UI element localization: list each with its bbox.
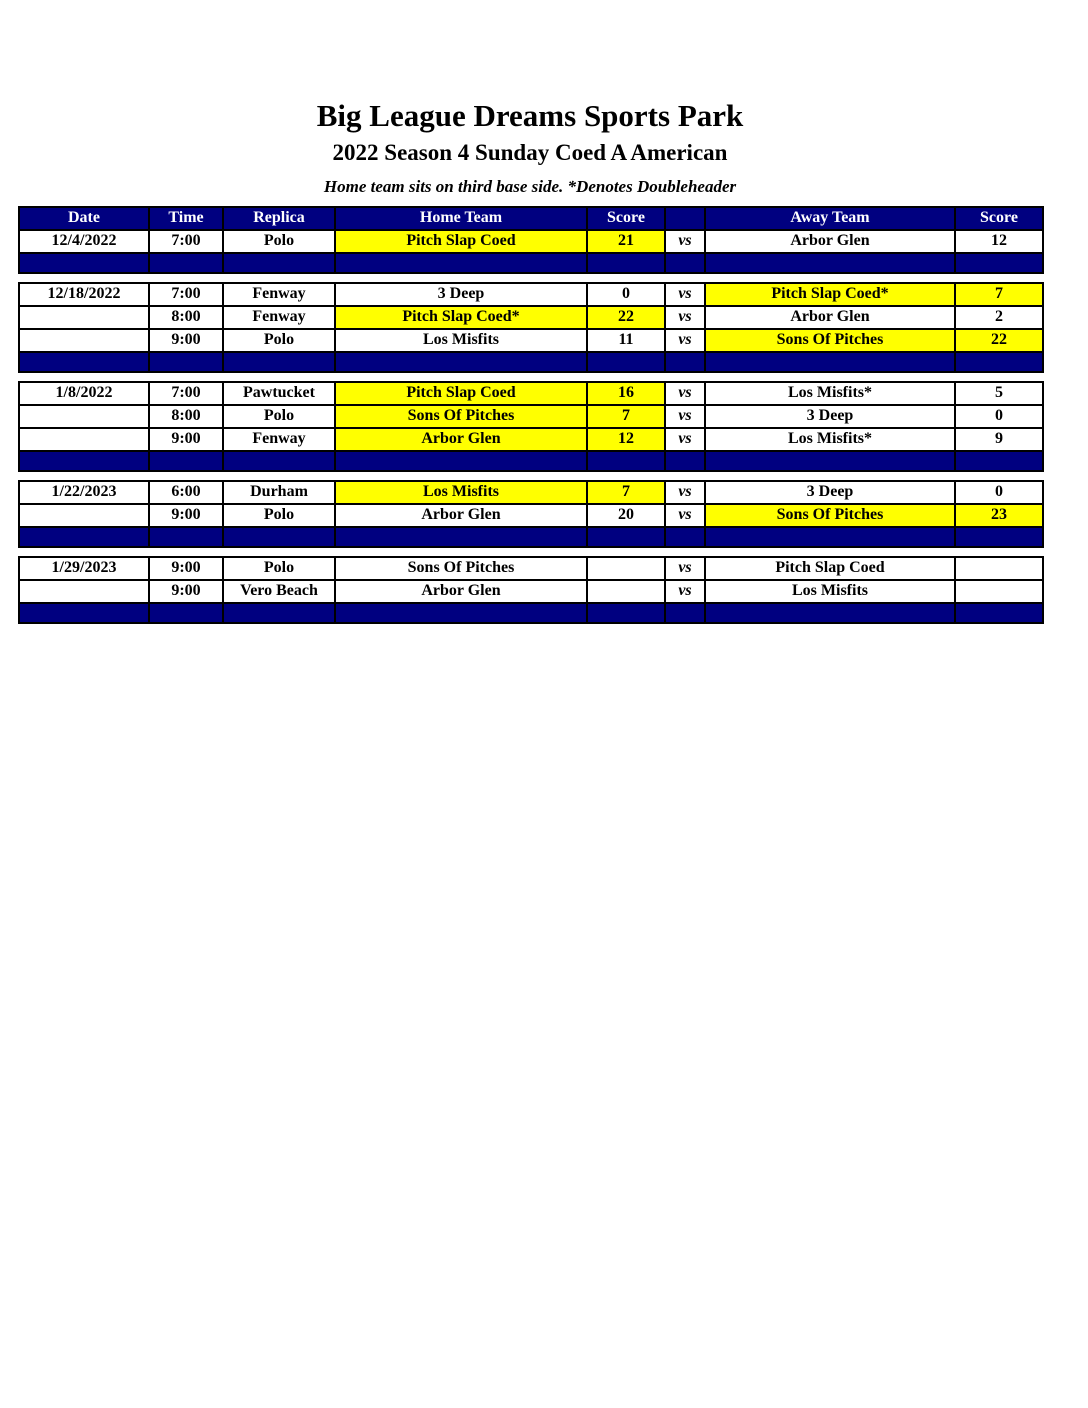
separator-cell <box>149 253 223 273</box>
game-replica: Polo <box>223 405 335 428</box>
separator-cell <box>665 451 705 471</box>
away-score <box>955 557 1043 580</box>
away-team: 3 Deep <box>705 405 955 428</box>
game-time: 9:00 <box>149 580 223 603</box>
separator-cell <box>705 451 955 471</box>
away-team: Los Misfits* <box>705 382 955 405</box>
separator-cell <box>665 603 705 623</box>
game-time: 8:00 <box>149 306 223 329</box>
away-score: 9 <box>955 428 1043 451</box>
game-date <box>19 329 149 352</box>
separator-cell <box>705 527 955 547</box>
section-separator <box>19 603 1043 623</box>
separator-cell <box>19 603 149 623</box>
game-row <box>19 481 1043 504</box>
separator-cell <box>223 451 335 471</box>
game-time: 8:00 <box>149 405 223 428</box>
vs-label: vs <box>665 283 705 306</box>
separator-cell <box>587 253 665 273</box>
section-gap <box>19 273 1043 283</box>
vs-label: vs <box>665 557 705 580</box>
separator-cell <box>223 253 335 273</box>
separator-cell <box>335 603 587 623</box>
separator-cell <box>335 253 587 273</box>
header-vs <box>665 207 705 230</box>
separator-cell <box>19 527 149 547</box>
separator-cell <box>149 603 223 623</box>
header-home-team: Home Team <box>335 207 587 230</box>
home-score <box>587 557 665 580</box>
away-score: 5 <box>955 382 1043 405</box>
home-score: 0 <box>587 283 665 306</box>
vs-label: vs <box>665 329 705 352</box>
schedule-note: Home team sits on third base side. *Denotes Doubleheader <box>323 176 737 196</box>
game-row <box>19 306 1043 329</box>
game-time: 7:00 <box>149 283 223 306</box>
away-team: Pitch Slap Coed* <box>705 283 955 306</box>
game-time: 9:00 <box>149 504 223 527</box>
game-replica: Pawtucket <box>223 382 335 405</box>
section-gap-cell <box>19 372 1043 382</box>
separator-cell <box>587 527 665 547</box>
home-team: Sons Of Pitches <box>335 405 587 428</box>
header-away-team: Away Team <box>705 207 955 230</box>
section-gap <box>19 471 1043 481</box>
game-row <box>19 428 1043 451</box>
game-time: 7:00 <box>149 230 223 253</box>
game-date: 12/4/2022 <box>19 230 149 253</box>
vs-label: vs <box>665 481 705 504</box>
separator-cell <box>223 527 335 547</box>
section-separator <box>19 451 1043 471</box>
away-team: Pitch Slap Coed <box>705 557 955 580</box>
away-team: Sons Of Pitches <box>705 504 955 527</box>
separator-cell <box>955 253 1043 273</box>
home-score <box>587 580 665 603</box>
separator-cell <box>955 603 1043 623</box>
header-home-score: Score <box>587 207 665 230</box>
game-date: 1/22/2023 <box>19 481 149 504</box>
away-score: 12 <box>955 230 1043 253</box>
game-time: 7:00 <box>149 382 223 405</box>
game-replica: Polo <box>223 504 335 527</box>
game-time: 9:00 <box>149 557 223 580</box>
home-team: Arbor Glen <box>335 580 587 603</box>
home-team: 3 Deep <box>335 283 587 306</box>
away-score: 0 <box>955 405 1043 428</box>
game-time: 9:00 <box>149 428 223 451</box>
game-row <box>19 405 1043 428</box>
separator-cell <box>335 527 587 547</box>
separator-cell <box>19 253 149 273</box>
away-score: 2 <box>955 306 1043 329</box>
game-row <box>19 230 1043 253</box>
vs-label: vs <box>665 580 705 603</box>
separator-cell <box>705 603 955 623</box>
section-separator <box>19 527 1043 547</box>
game-replica: Fenway <box>223 306 335 329</box>
game-time: 9:00 <box>149 329 223 352</box>
home-team: Los Misfits <box>335 329 587 352</box>
vs-label: vs <box>665 405 705 428</box>
separator-cell <box>149 451 223 471</box>
away-score: 0 <box>955 481 1043 504</box>
home-score: 22 <box>587 306 665 329</box>
section-separator <box>19 253 1043 273</box>
game-date <box>19 580 149 603</box>
home-team: Los Misfits <box>335 481 587 504</box>
away-score: 23 <box>955 504 1043 527</box>
game-date <box>19 405 149 428</box>
separator-cell <box>19 451 149 471</box>
away-team: Los Misfits <box>705 580 955 603</box>
home-score: 12 <box>587 428 665 451</box>
home-score: 21 <box>587 230 665 253</box>
away-score <box>955 580 1043 603</box>
header-time: Time <box>149 207 223 230</box>
home-team: Pitch Slap Coed* <box>335 306 587 329</box>
game-replica: Durham <box>223 481 335 504</box>
header-row <box>19 207 1043 230</box>
game-replica: Fenway <box>223 428 335 451</box>
home-team: Pitch Slap Coed <box>335 382 587 405</box>
section-separator <box>19 352 1043 372</box>
game-date: 1/8/2022 <box>19 382 149 405</box>
separator-cell <box>665 527 705 547</box>
vs-label: vs <box>665 306 705 329</box>
game-time: 6:00 <box>149 481 223 504</box>
game-date: 1/29/2023 <box>19 557 149 580</box>
game-date <box>19 428 149 451</box>
section-gap-cell <box>19 471 1043 481</box>
page-title: Big League Dreams Sports Park <box>316 98 744 133</box>
page-subtitle: 2022 Season 4 Sunday Coed A American <box>332 139 728 165</box>
separator-cell <box>665 352 705 372</box>
home-score: 11 <box>587 329 665 352</box>
game-row <box>19 283 1043 306</box>
separator-cell <box>335 451 587 471</box>
away-team: Arbor Glen <box>705 230 955 253</box>
home-team: Arbor Glen <box>335 504 587 527</box>
game-replica: Vero Beach <box>223 580 335 603</box>
separator-cell <box>665 253 705 273</box>
home-team: Pitch Slap Coed <box>335 230 587 253</box>
separator-cell <box>149 527 223 547</box>
separator-cell <box>705 352 955 372</box>
header-replica: Replica <box>223 207 335 230</box>
game-replica: Polo <box>223 557 335 580</box>
separator-cell <box>705 253 955 273</box>
separator-cell <box>955 451 1043 471</box>
game-replica: Polo <box>223 230 335 253</box>
home-score: 16 <box>587 382 665 405</box>
separator-cell <box>587 451 665 471</box>
away-team: Sons Of Pitches <box>705 329 955 352</box>
separator-cell <box>223 603 335 623</box>
game-date: 12/18/2022 <box>19 283 149 306</box>
separator-cell <box>335 352 587 372</box>
schedule-table <box>18 206 1044 624</box>
game-row <box>19 329 1043 352</box>
game-row <box>19 557 1043 580</box>
game-replica: Polo <box>223 329 335 352</box>
separator-cell <box>955 352 1043 372</box>
vs-label: vs <box>665 382 705 405</box>
away-score: 7 <box>955 283 1043 306</box>
home-score: 7 <box>587 481 665 504</box>
section-gap-cell <box>19 273 1043 283</box>
away-team: 3 Deep <box>705 481 955 504</box>
away-score: 22 <box>955 329 1043 352</box>
away-team: Los Misfits* <box>705 428 955 451</box>
header-away-score: Score <box>955 207 1043 230</box>
section-gap <box>19 372 1043 382</box>
separator-cell <box>149 352 223 372</box>
separator-cell <box>19 352 149 372</box>
section-gap <box>19 547 1043 557</box>
away-team: Arbor Glen <box>705 306 955 329</box>
separator-cell <box>587 603 665 623</box>
game-row <box>19 504 1043 527</box>
vs-label: vs <box>665 428 705 451</box>
home-score: 7 <box>587 405 665 428</box>
vs-label: vs <box>665 504 705 527</box>
separator-cell <box>587 352 665 372</box>
home-team: Arbor Glen <box>335 428 587 451</box>
home-score: 20 <box>587 504 665 527</box>
game-row <box>19 382 1043 405</box>
game-replica: Fenway <box>223 283 335 306</box>
schedule-sheet <box>18 0 1042 624</box>
game-date <box>19 504 149 527</box>
header-date: Date <box>19 207 149 230</box>
game-row <box>19 580 1043 603</box>
section-gap-cell <box>19 547 1043 557</box>
home-team: Sons Of Pitches <box>335 557 587 580</box>
separator-cell <box>223 352 335 372</box>
separator-cell <box>955 527 1043 547</box>
game-date <box>19 306 149 329</box>
vs-label: vs <box>665 230 705 253</box>
